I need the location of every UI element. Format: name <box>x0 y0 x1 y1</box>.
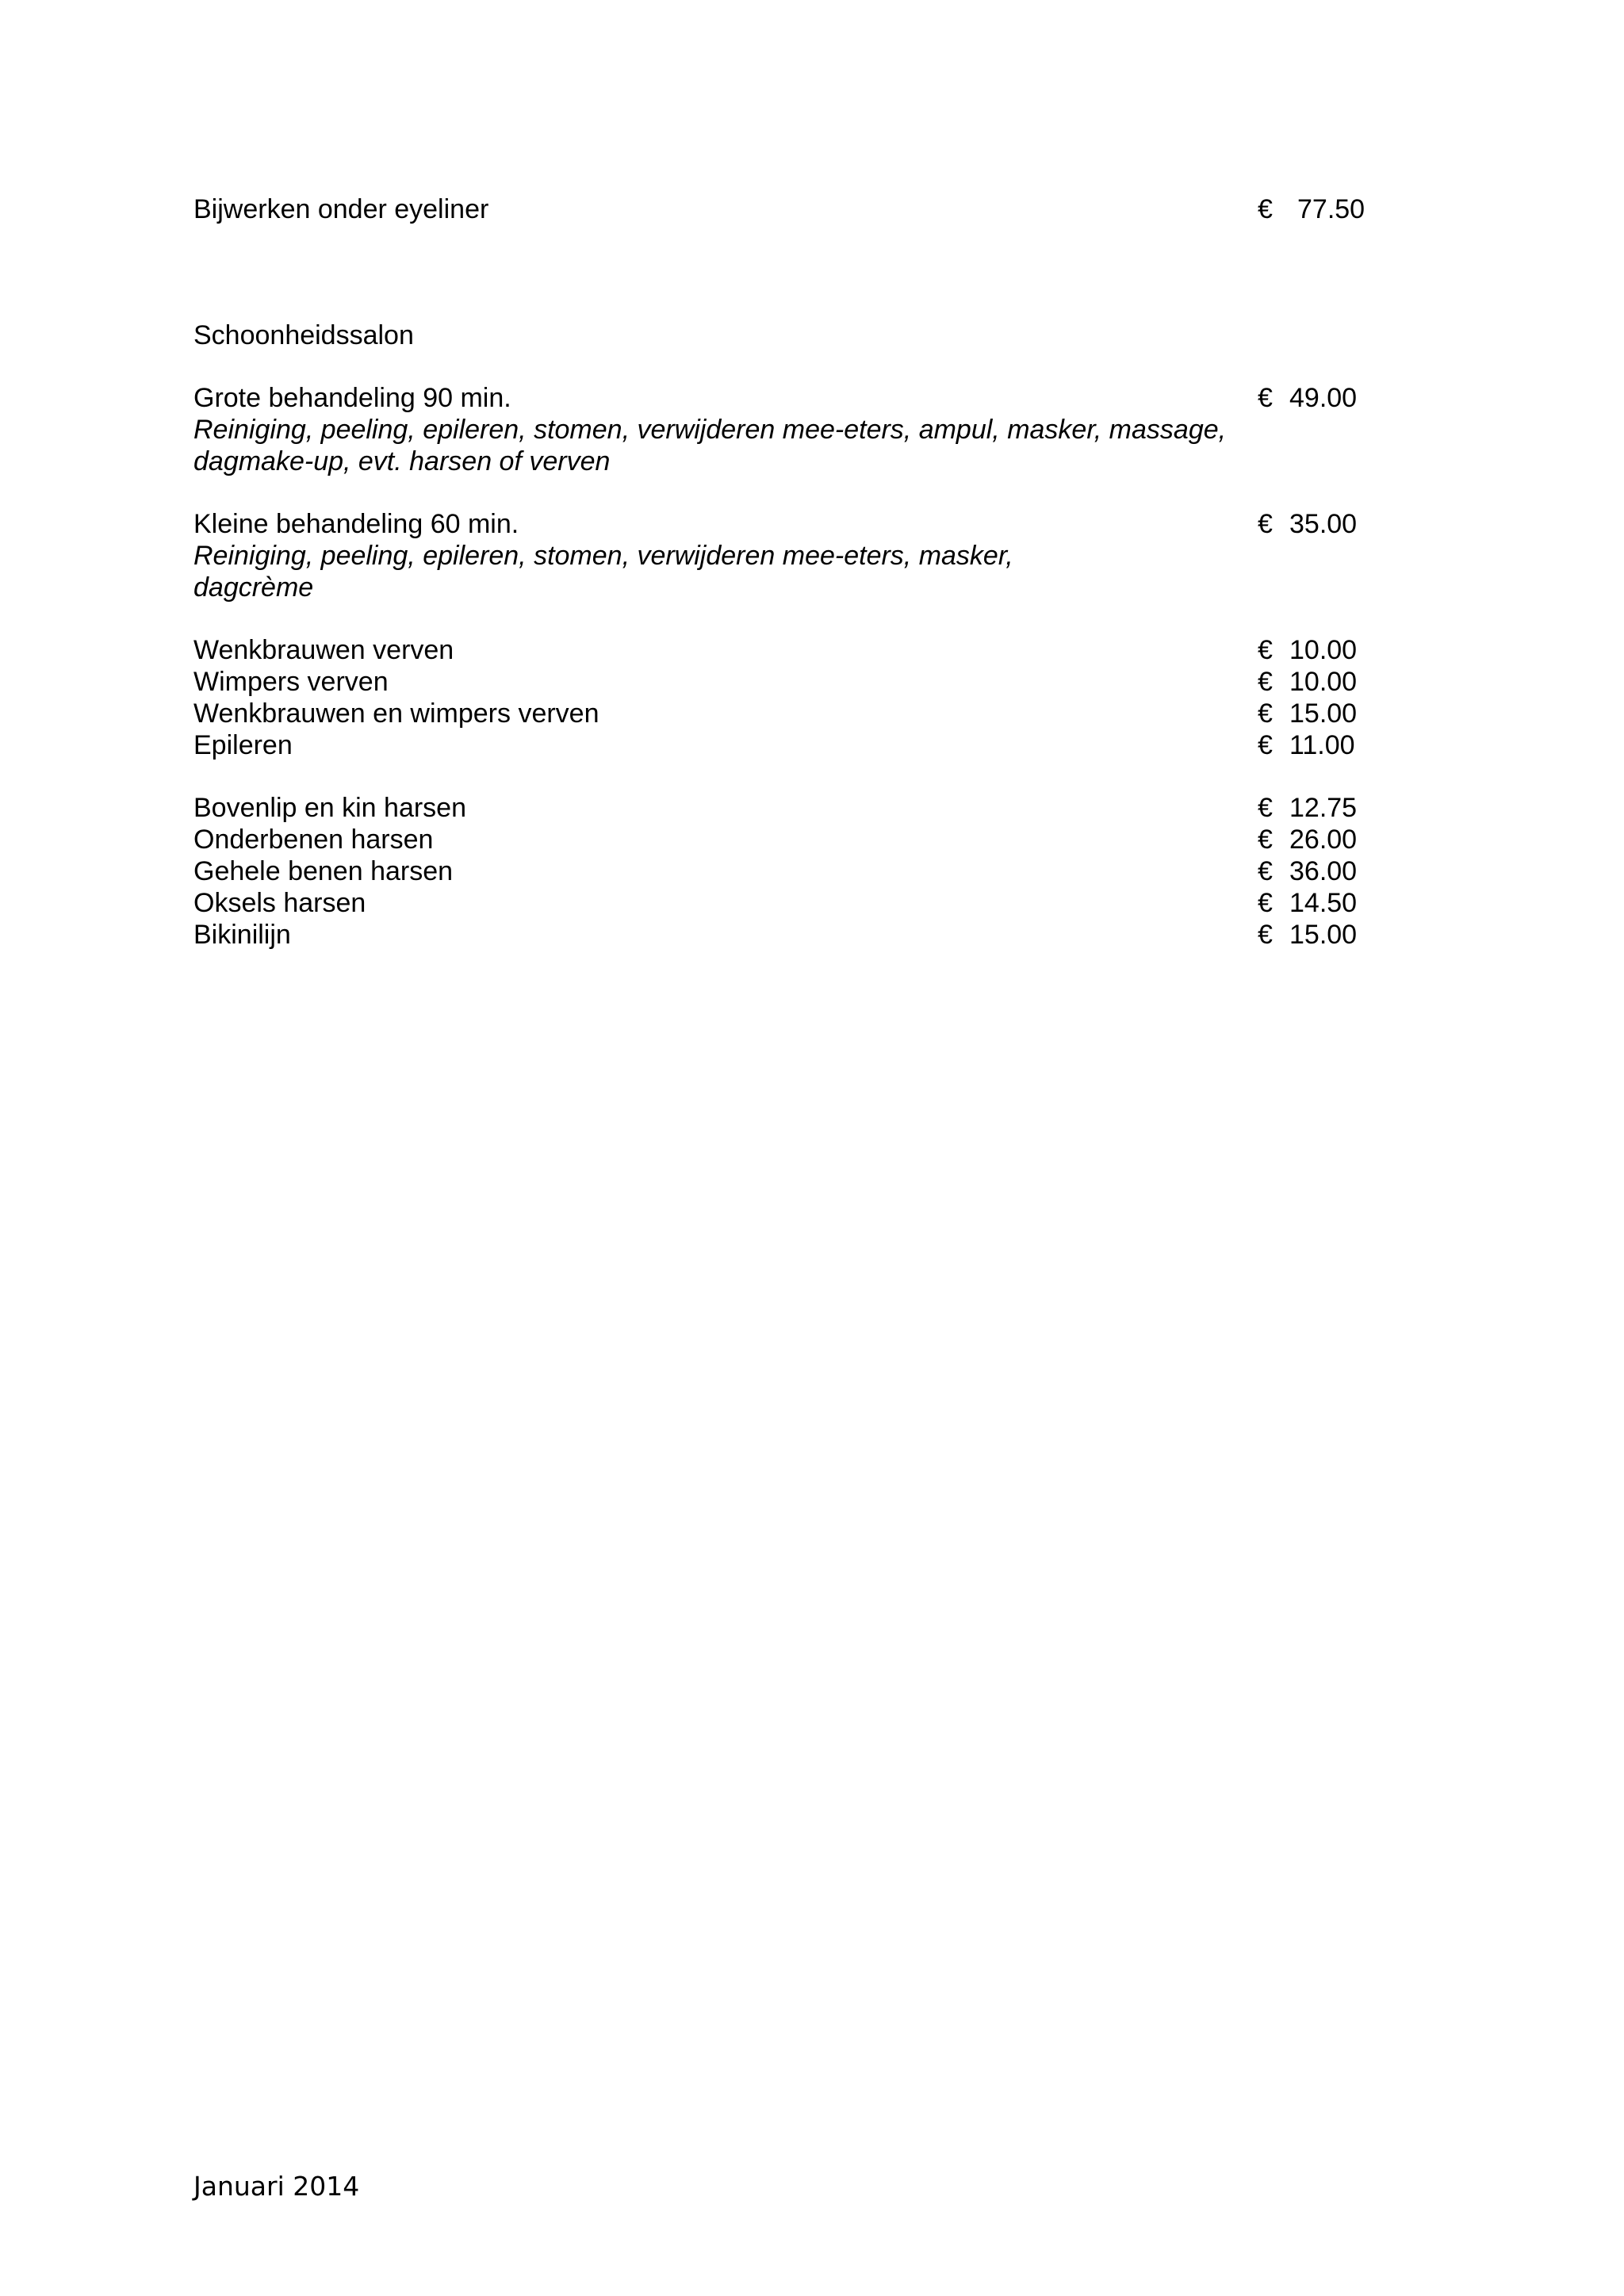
section-title: Schoonheidssalon <box>193 320 414 350</box>
treatment-description <box>193 540 1304 603</box>
item-price: 36.00 <box>1289 856 1358 886</box>
currency-symbol: € <box>1258 194 1273 224</box>
currency-symbol: € <box>1258 698 1273 729</box>
currency-symbol: € <box>1258 793 1273 823</box>
currency-symbol: € <box>1258 509 1273 539</box>
item-price: 15.00 <box>1289 920 1358 950</box>
item-price: 10.00 <box>1289 635 1358 665</box>
price-row-epileren <box>193 729 1383 761</box>
item-price: 12.75 <box>1289 793 1358 823</box>
item-label: Oksels harsen <box>193 888 366 918</box>
price-row-bovenlip-kin <box>193 792 1383 824</box>
item-price: 14.50 <box>1289 888 1358 918</box>
item-label: Onderbenen harsen <box>193 825 434 855</box>
price-row-onderbenen <box>193 824 1383 855</box>
item-label: Kleine behandeling 60 min. <box>193 509 519 539</box>
price-row-wenkbrauwen-verven <box>193 634 1383 666</box>
item-label: Epileren <box>193 730 293 760</box>
price-row-wenkbrauwen-en-wimpers <box>193 698 1383 729</box>
currency-symbol: € <box>1258 920 1273 950</box>
item-price: 26.00 <box>1289 825 1358 855</box>
description-line: Reiniging, peeling, epileren, stomen, verwijderen mee-eters, ampul, masker, massage, <box>193 415 1227 445</box>
item-price: 35.00 <box>1289 509 1358 539</box>
description-line: dagmake-up, evt. harsen of verven <box>193 446 611 476</box>
item-price: 15.00 <box>1289 698 1358 729</box>
page-footer-date: Januari 2014 <box>193 2171 360 2202</box>
price-row-grote-behandeling <box>193 382 1383 414</box>
item-label: Wimpers verven <box>193 667 389 697</box>
treatment-description <box>193 414 1304 477</box>
currency-symbol: € <box>1258 856 1273 886</box>
item-price: 11.00 <box>1289 730 1355 760</box>
item-price: 10.00 <box>1289 667 1358 697</box>
item-label: Bijwerken onder eyeliner <box>193 194 489 224</box>
currency-symbol: € <box>1258 667 1273 697</box>
item-price: 77.50 <box>1297 194 1365 224</box>
currency-symbol: € <box>1258 383 1273 413</box>
price-row-gehele-benen <box>193 855 1383 887</box>
item-label: Wenkbrauwen verven <box>193 635 454 665</box>
item-label: Bikinilijn <box>193 920 291 950</box>
price-row-bikinilijn <box>193 919 1383 951</box>
item-label: Grote behandeling 90 min. <box>193 383 511 413</box>
item-price: 49.00 <box>1289 383 1358 413</box>
currency-symbol: € <box>1258 825 1273 855</box>
description-line: Reiniging, peeling, epileren, stomen, verwijderen mee-eters, masker, <box>193 541 1013 571</box>
item-label: Gehele benen harsen <box>193 856 454 886</box>
price-row-eyeliner <box>193 193 1383 225</box>
price-row-oksels <box>193 887 1383 919</box>
currency-symbol: € <box>1258 635 1273 665</box>
currency-symbol: € <box>1258 888 1273 918</box>
item-label: Bovenlip en kin harsen <box>193 793 467 823</box>
price-row-kleine-behandeling <box>193 508 1383 540</box>
item-label: Wenkbrauwen en wimpers verven <box>193 698 599 729</box>
description-line: dagcrème <box>193 572 314 603</box>
price-row-wimpers-verven <box>193 666 1383 698</box>
currency-symbol: € <box>1258 730 1273 760</box>
